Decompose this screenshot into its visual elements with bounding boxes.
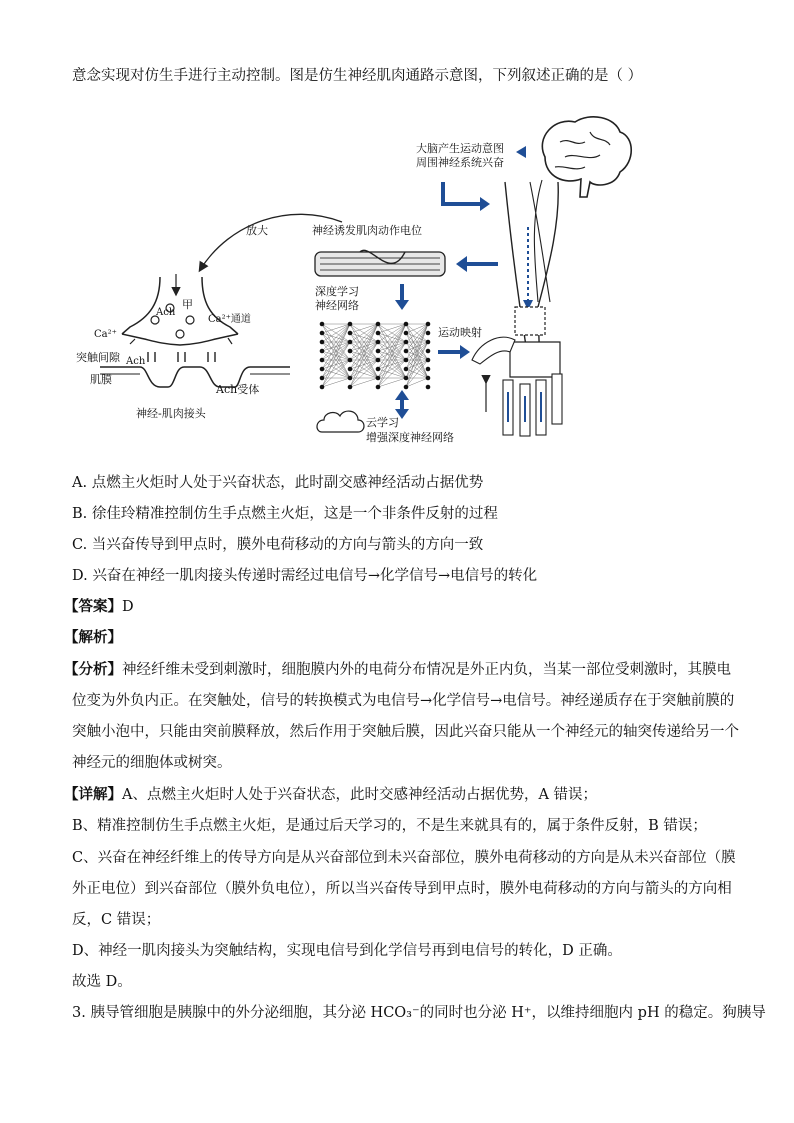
muscle-fiber-icon xyxy=(315,250,445,276)
xiangjie-text: A、点燃主火炬时人处于兴奋状态，此时交感神经活动占据优势，A 错误； xyxy=(122,787,598,803)
nn-node xyxy=(320,367,325,372)
xiangjie-label: 【详解】 xyxy=(64,786,122,803)
nn-node xyxy=(426,322,431,327)
nn-node xyxy=(320,340,325,345)
nn-link xyxy=(350,360,378,387)
nn-node xyxy=(426,358,431,363)
nn-node xyxy=(376,358,381,363)
nn-node xyxy=(426,376,431,381)
cloud-icon xyxy=(317,411,364,432)
nn-node xyxy=(404,349,409,354)
nn-link xyxy=(350,324,378,387)
nn-node xyxy=(376,349,381,354)
nn-node xyxy=(320,349,325,354)
option-d xyxy=(72,566,722,586)
nn-link xyxy=(322,342,350,387)
nn-node xyxy=(404,367,409,372)
nn-node xyxy=(348,340,353,345)
arrow-left-small xyxy=(516,146,526,158)
nn-node xyxy=(376,376,381,381)
nn-node xyxy=(426,385,431,390)
nn-node xyxy=(348,376,353,381)
nn-node xyxy=(404,358,409,363)
nn-link xyxy=(350,324,378,369)
fenxi-line-3: 突触小泡中，只能由突前膜释放，然后作用于突触后膜，因此兴奋只能从一个神经元的轴突传递给另一个 xyxy=(72,724,739,740)
option-text: 当兴奋传导到甲点时，膜外电荷移动的方向与箭头的方向一致 xyxy=(91,537,484,553)
nn-node xyxy=(426,331,431,336)
option-a xyxy=(72,473,722,493)
conclusion: 故选 D。 xyxy=(72,974,132,990)
answer-value: D xyxy=(122,599,134,615)
nn-node xyxy=(348,358,353,363)
option-letter: D. xyxy=(72,568,88,584)
nn-link xyxy=(322,324,350,333)
xiangjie-line-3: C、兴奋在神经纤维上的传导方向是从兴奋部位到未兴奋部位，膜外电荷移动的方向是从未兴奋部位（膜 xyxy=(72,850,736,866)
nn-link xyxy=(378,324,406,369)
option-letter: A. xyxy=(72,475,88,491)
nn-link xyxy=(378,324,406,333)
next-question-number: 3. xyxy=(72,1005,86,1021)
nn-node xyxy=(376,331,381,336)
nn-node xyxy=(404,340,409,345)
arrowhead-up xyxy=(395,390,409,400)
nn-node xyxy=(376,340,381,345)
bionic-hand-icon xyxy=(486,180,562,436)
xiangjie-line-4: 外正电位）到兴奋部位（膜外负电位），所以当兴奋传导到甲点时，膜外电荷移动的方向与箭头的方向相 xyxy=(72,881,732,897)
fenxi-line-4: 神经元的细胞体或树突。 xyxy=(72,755,232,771)
neural-network-icon xyxy=(320,322,431,390)
label-ach-1: Ach xyxy=(156,307,176,318)
arrow-down-right xyxy=(443,182,480,204)
label-cloud2: 增强深度神经网络 xyxy=(366,431,454,444)
nn-node xyxy=(376,385,381,390)
label-junction: 神经-肌肉接头 xyxy=(136,407,206,420)
nn-node xyxy=(320,376,325,381)
nn-node xyxy=(376,322,381,327)
nn-link xyxy=(322,360,350,387)
option-letter: B. xyxy=(72,506,88,522)
label-jia: 甲 xyxy=(182,298,193,311)
label-muscle-ap: 神经诱发肌肉动作电位 xyxy=(312,224,422,237)
label-cleft: 突触间隙 xyxy=(76,351,120,364)
nn-link xyxy=(322,324,350,351)
nn-node xyxy=(426,367,431,372)
nn-link xyxy=(322,324,350,369)
nn-link xyxy=(406,342,428,387)
label-deep2: 神经网络 xyxy=(315,299,359,312)
fenxi-line-2: 位变为外负内正。在突触处，信号的转换模式为电信号→化学信号→电信号。神经递质存在于突触前膜的 xyxy=(72,693,735,709)
label-cloud1: 云学习 xyxy=(366,416,399,429)
xiangjie-line-6: D、神经一肌肉接头为突触结构，实现电信号到化学信号再到电信号的转化，D 正确。 xyxy=(72,943,622,959)
nn-node xyxy=(404,385,409,390)
label-peripheral-nerve: 周围神经系统兴奋 xyxy=(416,156,504,169)
option-b xyxy=(72,504,722,524)
xiangjie-line-1 xyxy=(64,785,714,805)
nn-link xyxy=(406,378,428,387)
nn-node xyxy=(320,322,325,327)
nn-link xyxy=(378,360,406,387)
nn-link xyxy=(378,342,406,387)
nn-link xyxy=(378,324,406,387)
next-question xyxy=(72,1003,766,1023)
arrowhead-right-2 xyxy=(460,345,470,359)
label-ach-2: Ach xyxy=(126,356,146,367)
nn-node xyxy=(348,349,353,354)
answer-label: 【答案】 xyxy=(64,598,122,615)
analysis-header xyxy=(64,628,714,648)
xiangjie-line-2: B、精准控制仿生手点燃主火炬，是通过后天学习的，不是生来就具有的，属于条件反射，B 错误； xyxy=(72,818,707,834)
fenxi-text: 神经纤维未受到刺激时，细胞膜内外的电荷分布情况是外正内负，当某一部位受刺激时，其膜电 xyxy=(122,662,731,678)
hand-sketch xyxy=(472,337,515,364)
label-ca-ion: Ca²⁺ xyxy=(94,329,117,340)
nn-link xyxy=(406,324,428,369)
arrowhead-down xyxy=(395,300,409,310)
option-c xyxy=(72,535,722,555)
nn-node xyxy=(404,322,409,327)
nn-link xyxy=(350,378,378,387)
option-text: 点燃主火炬时人处于兴奋状态，此时副交感神经活动占据优势 xyxy=(91,475,484,491)
nn-node xyxy=(348,331,353,336)
nn-link xyxy=(378,324,406,351)
nn-link xyxy=(406,324,428,387)
nn-node xyxy=(348,322,353,327)
neuromuscular-junction xyxy=(100,274,290,387)
xiangjie-line-5: 反，C 错误； xyxy=(72,912,161,928)
nn-link xyxy=(322,378,350,387)
label-brain-intent: 大脑产生运动意图 xyxy=(416,142,504,155)
option-text: 徐佳玲精准控制仿生手点燃主火炬，这是一个非条件反射的过程 xyxy=(91,506,498,522)
question-stem: 意念实现对仿生手进行主动控制。图是仿生神经肌肉通路示意图，下列叙述正确的是（ ） xyxy=(72,68,643,84)
label-deep1: 深度学习 xyxy=(315,285,359,298)
label-membrane: 肌膜 xyxy=(90,373,112,386)
nn-link xyxy=(350,324,378,333)
answer-line xyxy=(64,597,714,617)
nn-node xyxy=(426,340,431,345)
nn-node xyxy=(376,367,381,372)
arrowhead-left xyxy=(456,256,467,272)
arrowhead-right xyxy=(480,197,490,211)
nn-node xyxy=(404,376,409,381)
nn-link xyxy=(350,342,378,387)
fenxi-label: 【分析】 xyxy=(64,661,122,678)
nn-node xyxy=(320,358,325,363)
nn-node xyxy=(348,367,353,372)
nn-node xyxy=(320,331,325,336)
label-receptor: Ach受体 xyxy=(216,383,260,396)
nn-node xyxy=(320,385,325,390)
bionic-neuromuscular-figure xyxy=(60,112,740,457)
nn-node xyxy=(404,331,409,336)
label-ca-channel: Ca²⁺通道 xyxy=(208,314,251,325)
label-amplify: 放大 xyxy=(246,224,268,237)
nn-node xyxy=(426,349,431,354)
nn-node xyxy=(348,385,353,390)
label-motion-map: 运动映射 xyxy=(438,326,482,339)
nn-link xyxy=(322,324,350,387)
analysis-label: 【解析】 xyxy=(64,629,122,646)
fenxi-line-1 xyxy=(64,660,731,680)
nn-link xyxy=(350,324,378,351)
nn-link xyxy=(378,378,406,387)
option-letter: C. xyxy=(72,537,88,553)
next-question-text: 胰导管细胞是胰腺中的外分泌细胞，其分泌 HCO₃⁻的同时也分泌 H⁺，以维持细胞内 pH 的稳定。狗胰导 xyxy=(90,1005,766,1021)
option-text: 兴奋在神经一肌肉接头传递时需经过电信号→化学信号→电信号的转化 xyxy=(92,568,538,584)
